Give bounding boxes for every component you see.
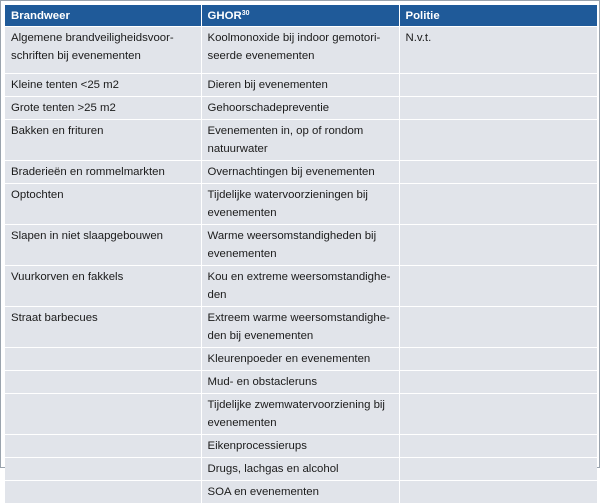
- table-row: [5, 97, 597, 120]
- politie-cell: [399, 225, 597, 266]
- brandweer-cell: Straat barbecues: [5, 307, 201, 348]
- brandweer-cell: [5, 348, 201, 371]
- ghor-cell: Dieren bij evenementen: [201, 74, 399, 97]
- table-row: [5, 435, 597, 458]
- politie-cell: [399, 161, 597, 184]
- table-row: [5, 120, 597, 161]
- brandweer-cell: Optochten: [5, 184, 201, 225]
- header-ghor: [201, 5, 399, 27]
- ghor-cell: SOA en evenementen: [201, 481, 399, 503]
- ghor-cell: Eikenprocessierups: [201, 435, 399, 458]
- brandweer-cell: [5, 371, 201, 394]
- politie-cell: [399, 394, 597, 435]
- header-politie-label: Politie: [406, 10, 440, 22]
- ghor-cell: Tijdelijke zwemwatervoorziening bij evenementen: [201, 394, 399, 435]
- brandweer-cell: [5, 458, 201, 481]
- brandweer-cell: [5, 481, 201, 503]
- ghor-cell: Kleurenpoeder en evenementen: [201, 348, 399, 371]
- header-row: [5, 5, 597, 27]
- politie-cell: [399, 435, 597, 458]
- brandweer-cell: Bakken en frituren: [5, 120, 201, 161]
- table-row: [5, 27, 597, 74]
- guidelines-table: [5, 5, 597, 503]
- header-brandweer-label: Brandweer: [11, 10, 70, 22]
- politie-cell: [399, 184, 597, 225]
- brandweer-cell: Slapen in niet slaapgebouwen: [5, 225, 201, 266]
- brandweer-cell: Vuurkorven en fakkels: [5, 266, 201, 307]
- table-row: [5, 394, 597, 435]
- brandweer-cell: Algemene brandveiligheidsvoor- schriften bij evenementen: [5, 27, 201, 74]
- table-row: [5, 161, 597, 184]
- header-politie: [399, 5, 597, 27]
- table-row: [5, 225, 597, 266]
- ghor-cell: Evenementen in, op of rondom natuurwater: [201, 120, 399, 161]
- table-row: [5, 481, 597, 503]
- table-row: [5, 74, 597, 97]
- ghor-cell: Mud- en obstacleruns: [201, 371, 399, 394]
- politie-cell: [399, 74, 597, 97]
- ghor-cell: Gehoorschadepreventie: [201, 97, 399, 120]
- table-row: [5, 371, 597, 394]
- politie-cell: [399, 266, 597, 307]
- table-row: [5, 307, 597, 348]
- header-ghor-label: GHOR: [208, 10, 242, 22]
- ghor-cell: Koolmonoxide bij indoor gemotori- seerde evenementen: [201, 27, 399, 74]
- ghor-cell: Overnachtingen bij evenementen: [201, 161, 399, 184]
- table-row: [5, 348, 597, 371]
- brandweer-cell: [5, 394, 201, 435]
- brandweer-cell: [5, 435, 201, 458]
- header-brandweer: [5, 5, 201, 27]
- brandweer-cell: Grote tenten >25 m2: [5, 97, 201, 120]
- ghor-cell: Extreem warme weersomstandighe- den bij evenementen: [201, 307, 399, 348]
- politie-cell: N.v.t.: [399, 27, 597, 74]
- footnote-ref: 30: [242, 10, 250, 17]
- table-row: [5, 266, 597, 307]
- ghor-cell: Drugs, lachgas en alcohol: [201, 458, 399, 481]
- table-row: [5, 458, 597, 481]
- politie-cell: [399, 481, 597, 503]
- politie-cell: [399, 458, 597, 481]
- ghor-cell: Kou en extreme weersomstandighe- den: [201, 266, 399, 307]
- brandweer-cell: Kleine tenten <25 m2: [5, 74, 201, 97]
- politie-cell: [399, 97, 597, 120]
- ghor-cell: Warme weersomstandigheden bij evenementen: [201, 225, 399, 266]
- politie-cell: [399, 371, 597, 394]
- politie-cell: [399, 348, 597, 371]
- politie-cell: [399, 307, 597, 348]
- table-row: [5, 184, 597, 225]
- brandweer-cell: Braderieën en rommelmarkten: [5, 161, 201, 184]
- politie-cell: [399, 120, 597, 161]
- ghor-cell: Tijdelijke watervoorzieningen bij evenementen: [201, 184, 399, 225]
